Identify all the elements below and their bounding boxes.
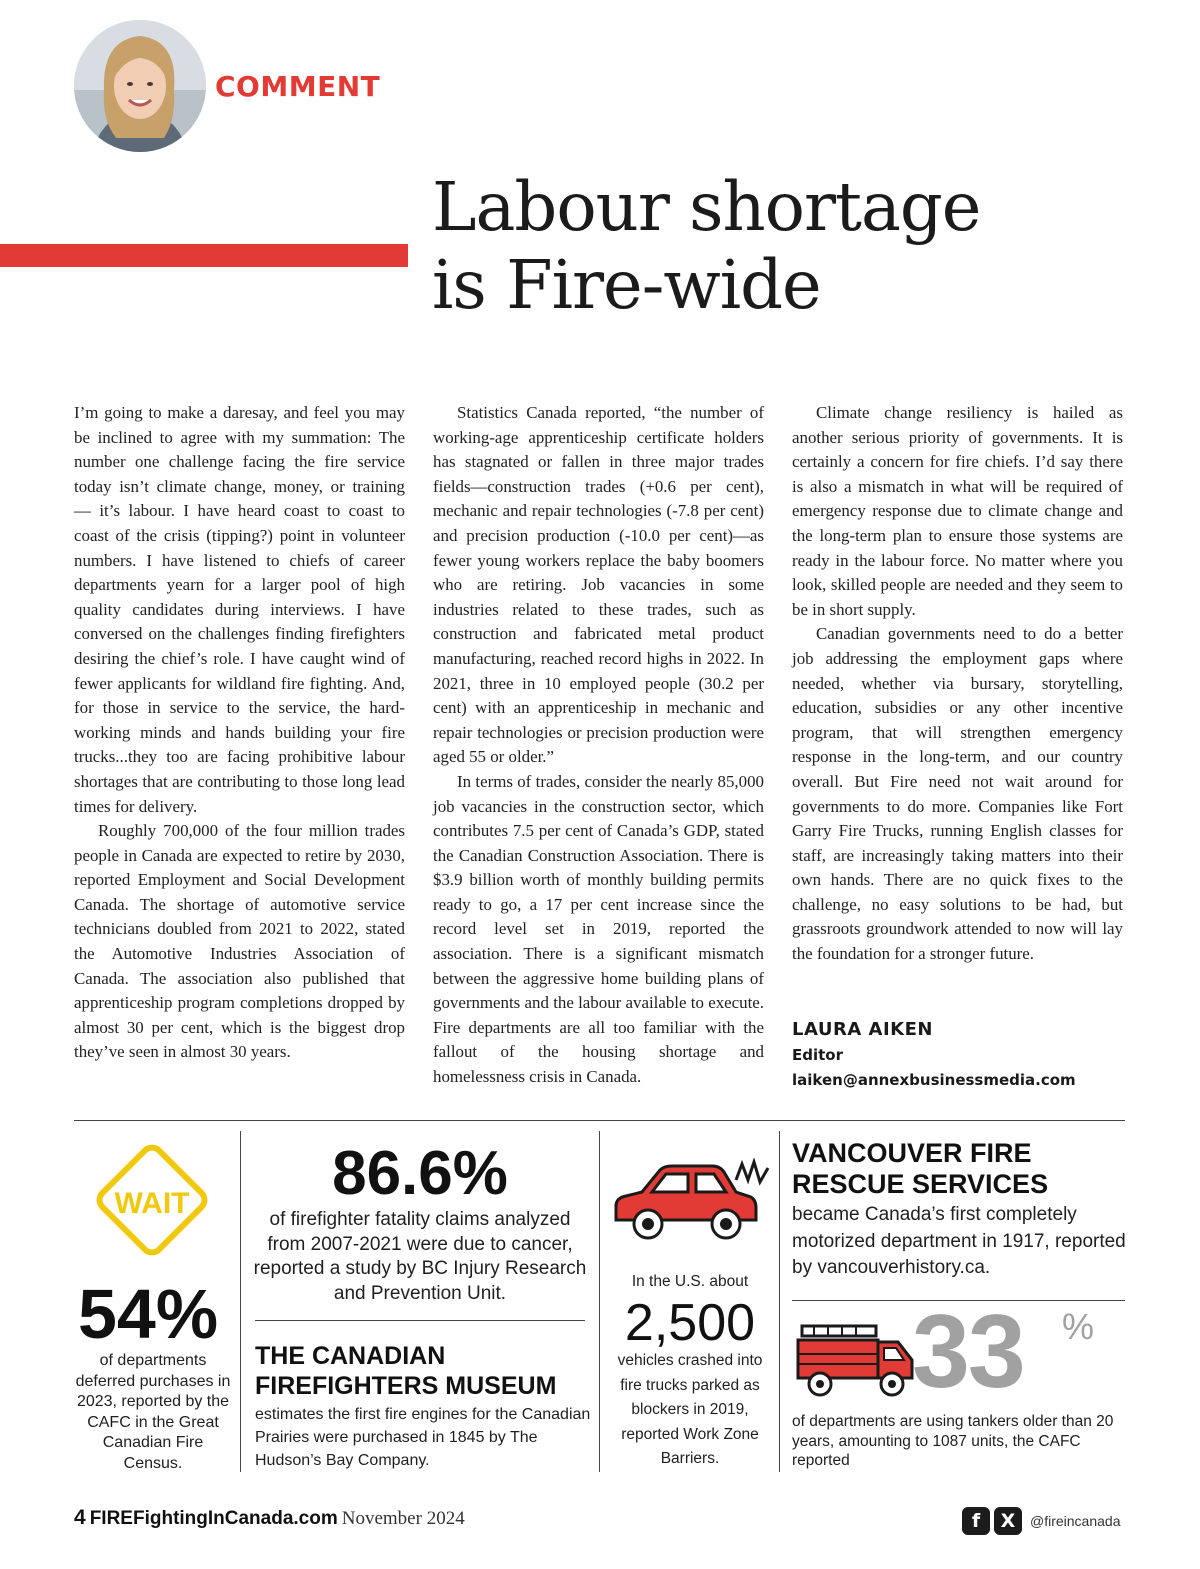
stats-divider (240, 1131, 241, 1472)
author-name: LAURA AIKEN (792, 1019, 933, 1040)
paragraph: Climate change resiliency is hailed as another serious priority of governments. It is certainly a concern for fire chiefs. I’d say there is also a mismatch in what will be required of emergency response due to climate change and the long-term plan to ensure those systems are ready in the labour force. No matter where you look, skilled people are needed and they seem to be in short supply. (792, 403, 1123, 619)
stat-33-unit: % (1062, 1306, 1095, 1347)
page-number: 4 (74, 1506, 86, 1529)
facebook-icon[interactable]: f (962, 1507, 990, 1535)
stats-divider (779, 1131, 780, 1472)
fire-truck-icon (794, 1320, 916, 1402)
stats-divider (255, 1320, 585, 1321)
stat-866-value: 86.6% (332, 1139, 508, 1208)
paragraph: Canadian governments need to do a better job addressing the employment gaps where needed, whether via bursary, storytelling, education, subsidies or any other incentive program, that will strengthen emergency response in the long-term, and our country overall. But Fire need not wait around for governments to do more. Companies like Fort Garry Fire Trucks, running English classes for staff, are increasingly taking matters into their own hands. There are no quick fixes to the challenge, no easy solutions to be had, but grassroots groundwork attended to now will lay the foundation for a stronger future. (792, 624, 1123, 964)
stat-866-text: of firefighter fatality claims analyzed from 2007-2021 were due to cancer, reported a study by BC Injury Research and Prevention Unit. (253, 1209, 587, 1304)
article-column-3 (792, 401, 1123, 967)
stats-divider (599, 1131, 600, 1472)
article-column-2 (433, 401, 764, 1090)
issue-date: November 2024 (341, 1508, 465, 1529)
wait-sign-icon (82, 1130, 222, 1270)
social-links (962, 1506, 1121, 1536)
stats-band-top-rule (74, 1120, 1125, 1121)
author-role: Editor (792, 1046, 843, 1064)
headline-line-1: Labour shortage (432, 168, 981, 246)
wait-sign-text: WAIT (114, 1187, 190, 1220)
vfrs-text: became Canada’s first completely motorized department in 1917, reported by vancouverhistory.ca. (792, 1204, 1126, 1278)
article-column-1 (74, 401, 405, 1065)
x-icon[interactable]: X (994, 1507, 1022, 1535)
museum-heading: THE CANADIAN FIREFIGHTERS MUSEUM (255, 1342, 557, 1400)
paragraph: I’m going to make a daresay, and feel you may be inclined to agree with my summation: The number one challenge facing the fire service today isn’t climate change, money, or training — it’s labour. I have heard coast to coast to coast of the crisis (tipping?) point in volunteer numbers. I have listened to chiefs of career departments yearn for a larger pool of high quality candidates during interviews. I have conversed on the challenges finding firefighters desiring the chief’s role. I have caught wind of fewer applicants for wildland fire fighting. And, for those in service to the service, the hard-working minds and hands building your fire trucks...they too are facing prohibitive labour shortages that are contributing to those long lead times for delivery. (74, 403, 405, 816)
headline-line-2: is Fire-wide (432, 246, 821, 324)
museum-text: estimates the first fire engines for the Canadian Prairies were purchased in 1845 by The Hudson’s Bay Company. (255, 1406, 591, 1469)
paragraph: Roughly 700,000 of the four million trades people in Canada are expected to retire by 2030, reported Employment and Social Development Canada. The shortage of automotive service technicians doubled from 2021 to 2022, stated the Automotive Industries Association of Canada. The association also published that apprenticeship program completions dropped by almost 30 per cent, which is the biggest drop they’ve seen in almost 30 years. (74, 821, 405, 1062)
author-photo-illustration (74, 20, 206, 152)
social-handle[interactable]: @fireincanada (1030, 1513, 1121, 1529)
author-signature (792, 1017, 1076, 1093)
section-label: COMMENT (215, 70, 381, 103)
stat-54-text: of departments deferred purchases in 2023, reported by the CAFC in the Great Canadian Fire Census. (75, 1352, 231, 1472)
author-email[interactable]: laiken@annexbusinessmedia.com (792, 1071, 1076, 1089)
vfrs-heading: VANCOUVER FIRE RESCUE SERVICES (792, 1138, 1049, 1199)
site-name[interactable]: FIREFightingInCanada.com (89, 1508, 338, 1529)
stat-54-value: 54% (78, 1275, 219, 1353)
stat-2500-value: 2,500 (624, 1294, 756, 1352)
stat-33-value: 33 (912, 1294, 1024, 1410)
stat-2500-text: vehicles crashed into fire trucks parked as blockers in 2019, reported Work Zone Barriers. (617, 1352, 763, 1467)
page-footer (74, 1506, 465, 1530)
title-accent-bar (0, 244, 408, 267)
paragraph: Statistics Canada reported, “the number of working-age apprenticeship certificate holders has stagnated or fallen in three major trades fields—construction trades (+0.6 per cent), mechanic and repair technologies (-7.8 per cent) and precision production (-10.0 per cent)—as fewer young workers replace the baby boomers who are retiring. Job vacancies in some industries related to these trades, such as construction and fabricated metal product manufacturing, reached record highs in 2022. In 2021, three in 10 employed people (30.2 per cent) with an apprenticeship in mechanic and repair technologies or precision production were aged 55 or older.” (433, 403, 764, 767)
stat-2500-lead: In the U.S. about (631, 1273, 749, 1290)
author-portrait (74, 20, 206, 152)
paragraph: In terms of trades, consider the nearly 85,000 job vacancies in the construction sector, which contributes 7.5 per cent of Canada’s GDP, stated the Canadian Construction Association. There is $3.9 billion worth of monthly building permits ready to go, a 17 per cent increase since the record level set in 2019, reported the association. There is a significant mismatch between the aggressive home building plans of governments and the labour available to execute. Fire departments are all too familiar with the fallout of the housing shortage and homelessness crisis in Canada. (433, 771, 764, 1087)
car-crash-icon (608, 1158, 773, 1253)
article-headline (432, 168, 1172, 324)
stat-33-text: of departments are using tankers older than 20 years, amounting to 1087 units, the CAFC reported (792, 1413, 1114, 1469)
